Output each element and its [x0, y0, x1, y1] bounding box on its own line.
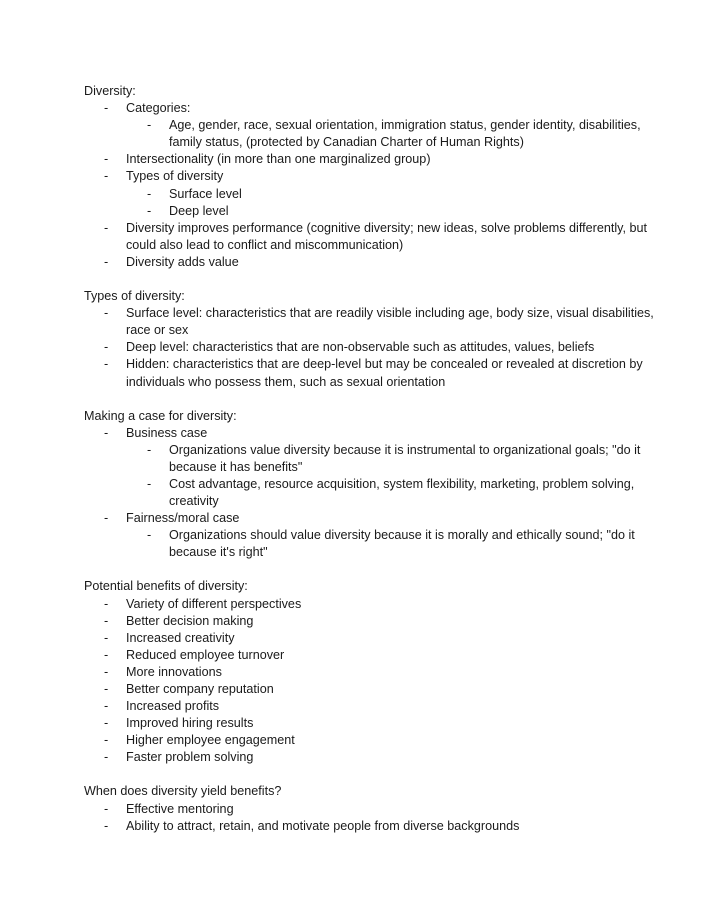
bullet-dash: -: [104, 818, 109, 833]
list-item-text: Age, gender, race, sexual orientation, immigration status, gender identity, disabilities, family status, (protected by Canadian Charter of Human Rights): [169, 118, 641, 150]
bullet-dash: -: [104, 596, 109, 611]
bullet-dash: -: [104, 630, 109, 645]
section: [84, 578, 674, 766]
list-item-text: Business case: [126, 425, 208, 440]
section-heading: When does diversity yield benefits?: [84, 784, 282, 799]
list-item-text: Improved hiring results: [126, 716, 254, 731]
bullet-dash: -: [104, 425, 109, 440]
list-item-text: More innovations: [126, 664, 222, 679]
list-item-text: Increased profits: [126, 699, 220, 714]
bullet-dash: -: [104, 699, 109, 714]
list-item-text: Faster problem solving: [126, 750, 254, 765]
bullet-dash: -: [147, 203, 152, 218]
list-item: [84, 339, 674, 356]
bullet-dash: -: [104, 357, 109, 372]
list-item: [84, 647, 674, 664]
list-item-text: Better decision making: [126, 613, 254, 628]
section-heading: Diversity:: [84, 84, 136, 98]
list-item: [84, 425, 674, 442]
list-item: [84, 168, 674, 185]
bullet-dash: -: [104, 101, 109, 116]
list-item: [84, 100, 674, 117]
bullet-dash: -: [104, 306, 109, 321]
list-item: [84, 818, 674, 835]
list-item: [84, 254, 674, 271]
document-body: [84, 83, 674, 835]
sub-list-item: [84, 527, 674, 561]
section: [84, 783, 674, 834]
list-item: [84, 510, 674, 527]
list-item: [84, 305, 674, 339]
section: [84, 83, 674, 271]
list-item: [84, 664, 674, 681]
bullet-dash: -: [104, 169, 109, 184]
list-item-text: Variety of different perspectives: [126, 596, 302, 611]
sub-list-item: [84, 186, 674, 203]
list-item-text: Categories:: [126, 101, 191, 116]
bullet-dash: -: [104, 750, 109, 765]
list-item-text: Ability to attract, retain, and motivate people from diverse backgrounds: [126, 818, 520, 833]
section-heading: Making a case for diversity:: [84, 408, 237, 423]
list-item-text: Surface level: [169, 186, 242, 201]
list-item: [84, 681, 674, 698]
list-item-text: Effective mentoring: [126, 801, 234, 816]
list-item: [84, 698, 674, 715]
bullet-dash: -: [104, 716, 109, 731]
list-item-text: Cost advantage, resource acquisition, system flexibility, marketing, problem solving, creativity: [169, 476, 635, 509]
list-item-text: Fairness/moral case: [126, 511, 240, 526]
bullet-dash: -: [104, 340, 109, 355]
list-item-text: Organizations should value diversity because it is morally and ethically sound; "do it because it's right": [169, 528, 635, 560]
list-item-text: Deep level: characteristics that are non-observable such as attitudes, values, beliefs: [126, 340, 595, 355]
section: [84, 288, 674, 391]
bullet-dash: -: [104, 801, 109, 816]
list-item-text: Surface level: characteristics that are readily visible including age, body size, visual disabilities, race or sex: [126, 306, 654, 338]
list-item: [84, 220, 674, 254]
section-heading: Types of diversity:: [84, 289, 185, 304]
list-item: [84, 749, 674, 766]
sub-list-item: [84, 117, 674, 151]
list-item: [84, 613, 674, 630]
bullet-dash: -: [104, 733, 109, 748]
list-item-text: Hidden: characteristics that are deep-level but may be concealed or revealed at discretion by individuals who possess them, such as sexual orientation: [126, 357, 643, 389]
bullet-dash: -: [104, 254, 109, 269]
bullet-dash: -: [104, 647, 109, 662]
section-heading: Potential benefits of diversity:: [84, 579, 248, 594]
list-item-text: Diversity improves performance (cognitive diversity; new ideas, solve problems differently, but could also lead to conflict and miscommunication): [126, 220, 647, 252]
list-item: [84, 715, 674, 732]
sub-list-item: [84, 203, 674, 220]
bullet-dash: -: [104, 613, 109, 628]
bullet-dash: -: [147, 442, 152, 457]
bullet-dash: -: [104, 664, 109, 679]
bullet-dash: -: [104, 220, 109, 235]
list-item-text: Higher employee engagement: [126, 733, 295, 748]
section: [84, 408, 674, 562]
sub-list-item: [84, 442, 674, 476]
bullet-dash: -: [147, 118, 152, 133]
list-item-text: Reduced employee turnover: [126, 647, 285, 662]
bullet-dash: -: [104, 152, 109, 167]
bullet-dash: -: [147, 186, 152, 201]
list-item: [84, 356, 674, 390]
bullet-dash: -: [147, 476, 152, 491]
list-item: [84, 630, 674, 647]
sub-list-item: [84, 476, 674, 510]
list-item-text: Better company reputation: [126, 682, 274, 696]
bullet-dash: -: [147, 528, 152, 543]
list-item-text: Increased creativity: [126, 630, 235, 645]
list-item-text: Organizations value diversity because it is instrumental to organizational goals; "do it because it has benefits": [169, 442, 641, 474]
list-item-text: Diversity adds value: [126, 254, 239, 269]
list-item-text: Deep level: [169, 203, 229, 218]
bullet-dash: -: [104, 511, 109, 526]
bullet-dash: -: [104, 682, 109, 696]
list-item: [84, 801, 674, 818]
list-item: [84, 732, 674, 749]
list-item-text: Intersectionality (in more than one marginalized group): [126, 152, 431, 167]
list-item: [84, 596, 674, 613]
list-item-text: Types of diversity: [126, 169, 224, 184]
list-item: [84, 151, 674, 168]
